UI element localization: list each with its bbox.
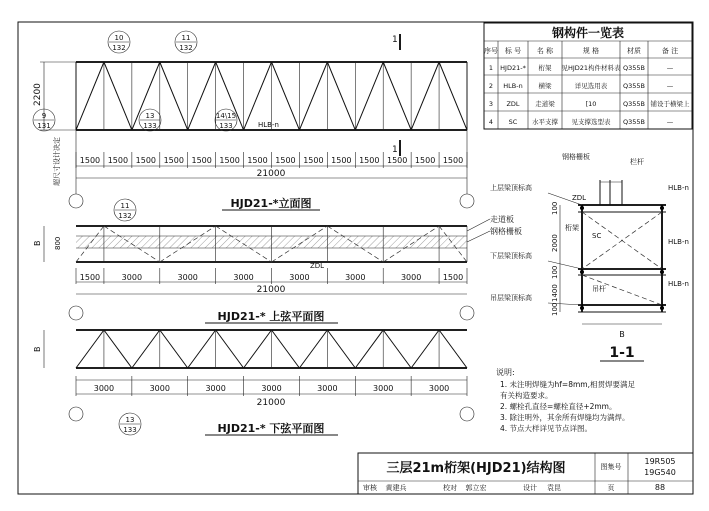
sec-truss-label: 桁架 — [565, 224, 579, 232]
sec-railing-label: 栏杆 — [630, 158, 644, 166]
table-cell: 2 — [488, 82, 494, 90]
top-dim-side: 800 — [54, 236, 62, 250]
elev-hlb-label: HLB-n — [258, 121, 279, 129]
callout-number: 11 — [181, 34, 191, 42]
note-line: 2. 螺栓孔直径=螺栓直径+2mm。 — [500, 402, 617, 411]
sec-hlb2-label: HLB-n — [668, 238, 689, 246]
table-cell: 见HJD21构件材料表 — [561, 64, 621, 72]
bot-diagonal — [327, 330, 355, 368]
elev-diagonal — [244, 62, 272, 130]
sec-mid-beam-label: 下层梁顶标高 — [490, 252, 532, 260]
table-cell: 详见选用表 — [574, 82, 608, 90]
top-plan-title: HJD21-* 上弦平面图 — [217, 310, 325, 323]
sec-dim-100b: 100 — [551, 265, 559, 279]
callout-ref: 132 — [118, 212, 132, 220]
steel-member-table — [484, 23, 692, 129]
bot-diagonal — [411, 330, 439, 368]
table-cell: 见支撑选型表 — [571, 118, 611, 126]
check-name: 郭立宏 — [465, 484, 487, 492]
sec-dim-b: B — [619, 330, 625, 339]
bot-diagonal — [383, 330, 411, 368]
table-cell: Q355B — [623, 100, 645, 108]
bot-diagonal — [244, 330, 272, 368]
table-cell: 铺设于横梁上 — [650, 100, 690, 108]
elev-height-dim: 2200 — [33, 83, 43, 106]
elev-diagonal — [327, 62, 355, 130]
elev-total-dim: 21000 — [256, 169, 286, 179]
section-1-1 — [490, 152, 689, 361]
note-line: 有关构造要求。 — [500, 391, 553, 400]
table-cell: HLB-n — [503, 82, 523, 90]
elev-diagonal — [188, 62, 216, 130]
elev-panel-dim: 1500 — [303, 156, 324, 165]
table-cell: Q355B — [623, 118, 645, 126]
bot-diagonal — [439, 330, 467, 368]
review-label: 审核 — [363, 484, 377, 492]
elev-diagonal — [439, 62, 467, 130]
top-chord-plan — [33, 199, 522, 323]
table-cell: 桁架 — [538, 64, 552, 72]
top-zdl-label: ZDL — [310, 262, 325, 270]
elev-title: HJD21-*立面图 — [230, 197, 312, 210]
bottom-chord-plan — [33, 330, 474, 435]
bot-dim: 3000 — [317, 384, 338, 393]
elev-panel-dim: 1500 — [331, 156, 352, 165]
notes — [496, 367, 635, 433]
notes-heading: 说明: — [496, 368, 515, 377]
elevation-view — [33, 31, 474, 210]
callout-ref: 133 — [123, 426, 137, 434]
section-title: 1-1 — [609, 345, 635, 361]
elev-panel-dim: 1500 — [247, 156, 268, 165]
elev-panel-dim: 1500 — [79, 156, 101, 165]
callout-ref: 133 — [143, 122, 157, 130]
elev-panel-dim: 1500 — [219, 156, 240, 165]
elev-diagonal — [76, 62, 104, 130]
callout-number: 9 — [41, 112, 47, 120]
bot-diagonal — [355, 330, 383, 368]
table-cell: 1 — [488, 64, 494, 72]
table-cell: 横梁 — [538, 82, 552, 90]
sec-grating-label: 钢格栅板 — [562, 153, 590, 161]
drawing-title: 三层21m桁架(HJD21)结构图 — [386, 461, 566, 476]
note-line: 4. 节点大样详见节点详图。 — [500, 424, 593, 433]
table-cell: 水平支撑 — [532, 118, 558, 126]
sec-zdl-label: ZDL — [572, 194, 587, 202]
elev-panel-dim: 1500 — [191, 156, 212, 165]
bot-dim: 3000 — [93, 384, 115, 393]
atlas-no-1: 19R505 — [644, 457, 676, 466]
elev-diagonal — [160, 62, 188, 130]
sec-hlb3-label: HLB-n — [668, 280, 689, 288]
top-dim: 3000 — [345, 273, 366, 282]
page-number: 88 — [654, 483, 666, 492]
elev-panel-dim: 1500 — [163, 156, 184, 165]
table-header: 材质 — [627, 47, 641, 55]
callout-number: 10 — [114, 34, 124, 42]
bot-total-dim: 21000 — [256, 398, 286, 408]
top-dim: 3000 — [233, 273, 254, 282]
table-cell: SC — [508, 118, 518, 126]
elev-panel-dim: 1500 — [414, 156, 436, 165]
top-dim: 1500 — [442, 273, 464, 282]
note-line: 1. 未注明焊缝为hf=8mm,相贯焊要满足 — [500, 380, 635, 389]
section-mark-bottom: 1 — [392, 145, 398, 155]
callout-number: 11 — [120, 202, 130, 210]
table-cell: — — [666, 118, 674, 126]
elev-panel-dim: 1500 — [386, 156, 408, 165]
table-cell: — — [666, 64, 674, 72]
bot-dim: 3000 — [428, 384, 450, 393]
table-cell: 4 — [488, 118, 494, 126]
atlas-label: 图集号 — [600, 463, 622, 471]
elev-diagonal — [355, 62, 383, 130]
sec-dim-100c: 100 — [551, 302, 559, 316]
design-label: 设计 — [523, 484, 537, 492]
bot-dim: 3000 — [373, 384, 394, 393]
sec-dim-2000: 2000 — [551, 234, 559, 252]
elev-panel-dim: 1500 — [275, 156, 296, 165]
elev-panel-dim: 1500 — [359, 156, 380, 165]
table-header: 规 格 — [582, 47, 600, 55]
table-cell: ZDL — [506, 100, 520, 108]
elev-diagonal — [383, 62, 411, 130]
elev-panel-dim: 1500 — [135, 156, 157, 165]
callout-number: 13 — [145, 112, 155, 120]
bot-dim: 3000 — [261, 384, 282, 393]
bot-diagonal — [299, 330, 327, 368]
table-header: 备 注 — [661, 47, 679, 55]
bot-dim-b: B — [33, 346, 42, 352]
top-dim: 3000 — [400, 273, 422, 282]
bot-diagonal — [160, 330, 188, 368]
sec-hlb1-label: HLB-n — [668, 184, 689, 192]
section-mark-top: 1 — [392, 35, 398, 45]
top-walkway-label: 走道板 — [490, 215, 514, 224]
top-dim: 1500 — [79, 273, 101, 282]
elev-panel-dim: 1500 — [107, 156, 129, 165]
bot-dim: 3000 — [205, 384, 226, 393]
table-header: 序号 — [484, 47, 498, 55]
table-title: 钢构件一览表 — [551, 26, 625, 40]
callout-ref: 132 — [179, 44, 193, 52]
table-header: 名 称 — [536, 47, 554, 55]
sec-bottom-beam-label: 吊层梁顶标高 — [490, 294, 532, 302]
table-cell: 3 — [488, 100, 494, 108]
elev-diagonal — [411, 62, 439, 130]
table-cell: Q355B — [623, 82, 645, 90]
top-dim: 3000 — [289, 273, 310, 282]
bot-diagonal — [216, 330, 244, 368]
elev-side-note: 超尺寸设计决定 — [53, 137, 61, 186]
callout-ref: 131 — [37, 122, 51, 130]
table-header: 标 号 — [504, 47, 522, 55]
table-cell: 走道梁 — [535, 100, 555, 108]
bot-diagonal — [104, 330, 132, 368]
title-block — [358, 453, 693, 494]
top-total-dim: 21000 — [256, 285, 286, 295]
top-dim: 3000 — [121, 273, 143, 282]
top-dim-b: B — [33, 240, 42, 246]
table-cell: Q355B — [623, 64, 645, 72]
top-dim: 3000 — [177, 273, 198, 282]
callout-number: 14\15 — [215, 112, 237, 120]
design-name: 袁昆 — [547, 484, 561, 492]
atlas-no-2: 19G540 — [644, 468, 676, 477]
sec-top-beam-label: 上层梁顶标高 — [490, 184, 532, 192]
callout-number: 13 — [125, 416, 135, 424]
check-label: 校对 — [443, 484, 457, 492]
bot-dim: 3000 — [149, 384, 170, 393]
sec-dim-100a: 100 — [551, 201, 559, 215]
sec-hanger-label: 吊杆 — [592, 285, 606, 293]
table-cell: — — [666, 82, 674, 90]
callout-ref: 132 — [112, 44, 126, 52]
elev-diagonal — [104, 62, 132, 130]
table-cell: [10 — [585, 100, 597, 108]
elev-panel-dim: 1500 — [442, 156, 464, 165]
bot-diagonal — [76, 330, 104, 368]
bottom-plan-title: HJD21-* 下弦平面图 — [217, 422, 325, 435]
elev-diagonal — [272, 62, 300, 130]
table-cell: HJD21-* — [500, 64, 526, 72]
sec-dim-1400: 1400 — [551, 284, 559, 302]
sec-sc-label: SC — [592, 232, 602, 240]
review-name: 黄建兵 — [385, 484, 407, 492]
top-grating-label: 钢格栅板 — [490, 227, 522, 236]
elev-diagonal — [299, 62, 327, 130]
bot-diagonal — [272, 330, 300, 368]
bot-diagonal — [188, 330, 216, 368]
bot-diagonal — [132, 330, 160, 368]
note-line: 3. 除注明外，其余所有焊缝均为满焊。 — [500, 413, 630, 422]
callout-ref: 133 — [219, 122, 233, 130]
page-label: 页 — [607, 484, 615, 492]
